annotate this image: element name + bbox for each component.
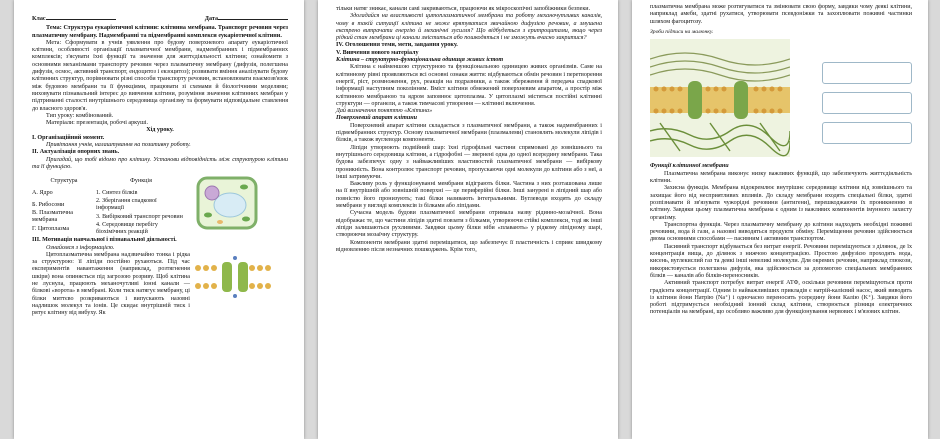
label-box[interactable] xyxy=(822,92,912,114)
topic: Тема: Структура еукаріотичної клітини: клітинна мембрана. Транспорт речовин через плазматичну мембрану. Надмембранні та підмембранні комплекси еукаріотичної клітини. xyxy=(32,25,288,39)
section-1-text: Привітання учнів, налаштування на позитивну роботу. xyxy=(46,142,191,149)
function-item: 1. Синтез білків xyxy=(96,189,138,196)
table-head-function: Функція xyxy=(130,177,152,184)
plant-cell-illustration xyxy=(192,175,262,231)
course-title: Хід уроку. xyxy=(146,127,174,134)
protective-function: Захисна функція. Мембрана відокремлює внутрішнє середовище клітини від зовнішнього та захищає його від несприятливих впливів. До складу мембрани входять спеціальні білки, здатні розпізнавати й зв'язувати чужорідні речовини (антигени), перешкоджаючи їх проникненню в клітину. Завдяки цьому плазматична мембрана є одним із важливих компонентів імунного захисту організму. xyxy=(650,185,912,221)
active-transport: Активний транспорт потребує витрат енергії АТФ, оскільки речовини переміщуються проти градієнта концентрації. Одним із найважливіших прикладів є натрій-калієвий насос, який виводить із клітини йони Натрію (Na⁺) і одночасно переносить усередину йони Калію (K⁺). Завдяки його роботі підтримується необхідний іонний склад клітини, створюється різниця електричних потенціалів на мембрані, що особливо важливо для функціонування нервових і м'язових клітин. xyxy=(650,280,912,316)
label-task: Зроби підписи на малюнку. xyxy=(650,28,714,35)
function-item: 3. Вибірковий транспорт речовин xyxy=(96,213,183,220)
section-3-text: Цитоплазматична мембрана надзвичайно тонка і рідка за структурою: її ліпіди постійно рухаються. Під час експериментів навантаження (наприклад, розтягнення шкіри) вона опиняється під загрозою розриву. Щоб клітина не луснула, працюють механочутливі іонні канали — білкові «ворота» в мембрані. Коли тиск натягує мембрану, ці білки миттєво розкриваються і випускають назовні надлишок молекул та іонів. Це скидає внутрішній тиск і рятує клітину від вибуху. Як xyxy=(32,251,190,317)
apparatus-text: Компоненти мембрани здатні переміщатися, що забезпечує її пластичність і сприяє швидкому відновленню після незначних пошкоджень. Крім того, xyxy=(336,239,602,253)
date-label: Дата xyxy=(204,16,218,22)
function-item: 4. Середовище перебігу біохімічних реакцій xyxy=(96,221,158,236)
match-table xyxy=(32,175,288,235)
class-label: Клас xyxy=(32,16,46,22)
apparatus-text: Ліпіди утворюють подвійний шар: їхні гідрофільні частини спрямовані до зовнішнього та внутрішнього середовища клітини, а гідрофобні — звернені одна до одної всередину мембрани. Така будова забезпечує одну з найважливіших властивостей плазматичної мембрани — вибіркову проникність. Вона контролює транспорт речовин, пропускаючи одні молекули до клітини або з неї, а інші затримуючи. xyxy=(336,144,602,180)
section-5-sub: Клітина – структурно-функціональна одиниця живих істот xyxy=(336,57,504,64)
section-5-text: Клітина є найменшою структурною та функціональною одиницею живих організмів. Саме на клітинному рівні проявляються всі основні ознаки життя: відбуваються обмін речовин і перетворення енергії, ріст, розмноження, рух, реакція на подразники, а також збереження й передача спадкової інформації наступним поколінням. Вміст клітини обмежений поверхневим апаратом, а простір між клітинною мембраною та ядром заповнює цитоплазма. У цитоплазмі містяться постійні клітинні структури — органели, а також тимчасові утворення — клітинні включення. xyxy=(336,64,602,107)
structure-item: А. Ядро xyxy=(32,189,53,196)
transport-function: Транспортна функція. Через плазматичну мембрану до клітини надходять необхідні поживні речовини, вода й гази, а назовні виводяться продукти обміну. Переміщення речовин здійснюється двома основними способами — пасивним і активним транспортом. xyxy=(650,221,912,243)
passive-transport: Пасивний транспорт відбувається без витрат енергії. Речовини переміщуються з ділянок, де їх концентрація вища, до ділянок з нижчою концентрацією. Простою дифузією проходять вода, кисень, вуглекислий газ та деякі інші невеликі молекули. Для окремих речовин, наприклад глюкози, використовується полегшена дифузія, яка здійснюється за допомогою спеціальних мембранних білків — каналів або білків-переносників. xyxy=(650,243,912,279)
label-boxes xyxy=(822,62,912,152)
section-1-title: І. Організаційний момент. xyxy=(32,134,105,141)
section-3-sub: Ознайомся з інформацією. xyxy=(46,244,115,251)
page-3 xyxy=(632,0,928,439)
function-item: 2. Зберігання спадкової інформації xyxy=(96,197,157,212)
section-5-title: V. Вивчення нового матеріалу xyxy=(336,49,419,56)
structure-item: Б. Рибосоми xyxy=(32,201,65,208)
lesson-type: Тип уроку: комбінований. xyxy=(46,112,114,119)
membrane-channel-illustration xyxy=(190,254,280,298)
header-line xyxy=(32,16,288,23)
structure-item: В. Плазматична мембрана xyxy=(32,209,73,224)
functions-intro: Плазматична мембрана виконує низку важливих функцій, що забезпечують життєдіяльність клітини. xyxy=(650,170,912,185)
section-2-text: Пригадай, що тобі відомо про клітину. Установи відповідність між структурою клітини та її функцією. xyxy=(32,156,288,170)
structure-item: Г. Цитоплазма xyxy=(32,225,70,232)
section-3-title: ІІІ. Мотивація навчальної і пізнавальної діяльності. xyxy=(32,237,177,244)
apparatus-text: Поверхневий апарат клітини складається з плазматичної мембрани, а також надмембранних і підмембранних структур. Основу плазматичної мембрани (плазмалеми) становлять молекули ліпідів і білків, а також вуглеводи компоненти. xyxy=(336,122,602,144)
apparatus-text: Сучасна модель будови плазматичної мембрани отримала назву рідинно-мозаїчної. Вона відображає те, що частини ліпідів здатні повзати з білками, утворюючи стійкі комплекси, тоді як інші ліпіди залишаються рухливими. Завдяки цьому білки ніби «плавають» у рідкому ліпідному шарі, створюючи мозаїчну структуру. xyxy=(336,210,602,239)
apparatus-title: Поверхневий апарат клітини xyxy=(336,115,417,122)
apparatus-text: Важливу роль у функціонуванні мембрани відіграють білки. Частина з них розташована лише на її внутрішній або зовнішній поверхні — це периферійні білки. Інші занурені в ліпідний шар або повністю його пронизують; такі білки називають інтегральними. Вуглеводи входять до складу мембрани у вигляді комплексів із білками або ліпідами. xyxy=(336,181,602,210)
page2-continue: тільки натяг зникає, канали самі закриваються, працюючи як мікроскопічні запобіжники безпеки. xyxy=(336,6,591,12)
section-2-title: ІІ. Актуалізація опорних знань. xyxy=(32,149,120,156)
motivation-question: Здогадайся на властивості цитоплазматичної мембрани та роботу механочутливих каналів, чому в такій ситуації клітина не може врятуватися звичайною дифузією речовин, а змушена екстрено витрачати енергію й механічні зусилля? Що відбудеться з еритроцитами, якщо через рідкий стан мембрани ці канали зміститься або пошкодяться і не зможуть вчасно закритися? xyxy=(336,13,602,42)
membrane-structure-illustration xyxy=(650,39,790,157)
page-2 xyxy=(318,0,618,439)
label-box[interactable] xyxy=(822,62,912,84)
materials: Матеріали: презентація, робочі аркуші. xyxy=(46,120,149,127)
functions-title: Функції клітинної мембрани xyxy=(650,163,729,170)
label-box[interactable] xyxy=(822,122,912,144)
goal: Мета: Сформувати в учнів уявлення про будову поверхневого апарату еукаріотичної клітини, особливості організації плазматичної мембрани, надмембранних і підмембранних комплексів; з'ясувати їхні функції та значення для життєдіяльності клітини; ознайомити з основними механізмами транспорту речовин через плазматичну мембрану (дифузія, полегшена дифузія, осмос, активний транспорт, ендоцитоз і екзоцитоз); розвивати вміння аналізувати будову клітинних структур, порівнювати різні способи транспорту речовин, встановлювати взаємозв'язок між будовою мембрани та її функціями, працювати зі схемами й біологічними моделями; виховувати пізнавальний інтерес до вивчення клітини, розуміння значення клітинних мембран у підтриманні сталості внутрішнього середовища організму та формувати відповідальне ставлення до власного здоров'я. xyxy=(32,39,288,112)
section-4-title: IV. Оголошення теми, мети, завдання уроку. xyxy=(336,42,458,49)
page-1 xyxy=(14,0,304,439)
definition-task: Дай визначення поняттю «Клітина» xyxy=(336,108,433,115)
page3-continue: плазматична мембрана може розтягуватися та змінювати свою форму, завдяки чому деякі клітини, наприклад амеби, здатні рухатися, утворювати псевдоніжки та захоплювати поживні частинки шляхом фагоцитозу. xyxy=(650,4,912,25)
table-head-structure: Структура xyxy=(50,177,78,184)
